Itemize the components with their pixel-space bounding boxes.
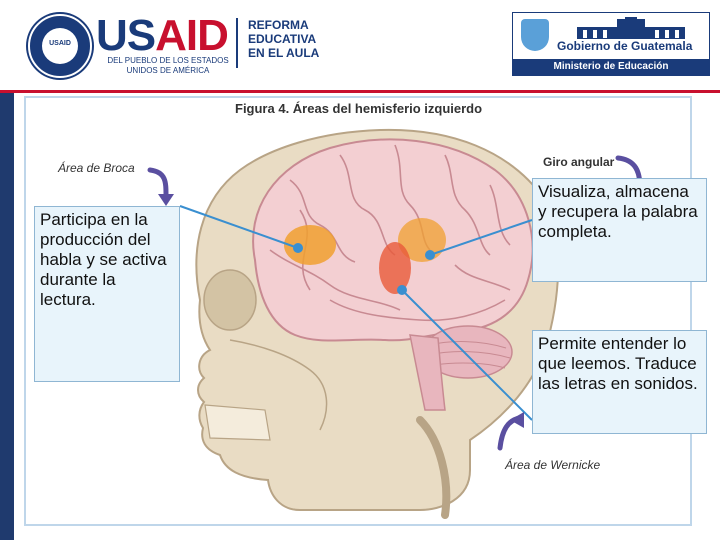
wernicke-label: Área de Wernicke: [505, 458, 601, 472]
gobierno-title: Gobierno de Guatemala: [557, 39, 693, 53]
usaid-us: US: [96, 11, 156, 60]
wernicke-arrowhead: [510, 412, 524, 428]
broca-pointer-dot: [293, 243, 303, 253]
reforma-line-1: REFORMA: [248, 18, 309, 32]
jaw-teeth: [205, 405, 270, 440]
giro-description-box: Visualiza, almacena y recupera la palabra completa.: [532, 178, 707, 282]
broca-arrowhead: [158, 194, 174, 206]
reforma-line-3: EN EL AULA: [248, 46, 320, 60]
usaid-subtitle: DEL PUEBLO DE LOS ESTADOS UNIDOS DE AMÉRICA: [107, 56, 229, 75]
wernicke-pointer-dot: [397, 285, 407, 295]
usaid-aid: AID: [155, 11, 228, 60]
ministerio-subtitle: Ministerio de Educación: [513, 59, 709, 75]
seal-text: USAID: [49, 40, 71, 47]
reforma-line-2: EDUCATIVA: [248, 32, 317, 46]
figure-title: Figura 4. Áreas del hemisferio izquierdo: [235, 101, 483, 116]
giro-angular-label: Giro angular: [543, 155, 615, 169]
wernicke-area-highlight: [379, 242, 411, 294]
broca-description-box: Participa en la producción del habla y se activa durante la lectura.: [34, 206, 180, 382]
broca-label: Área de Broca: [58, 161, 135, 175]
eye-socket: [204, 270, 256, 330]
broca-arrow: [150, 170, 166, 196]
wernicke-description-box: Permite entender lo que leemos. Traduce las letras en sonidos.: [532, 330, 707, 434]
giro-pointer-dot: [425, 250, 435, 260]
